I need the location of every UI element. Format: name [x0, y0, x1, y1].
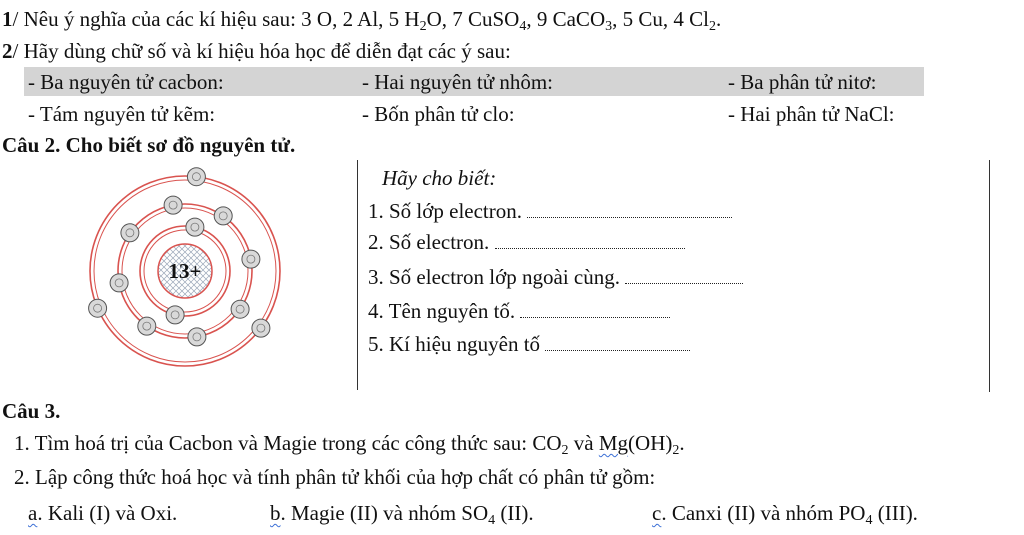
question-item-2: 2. Số electron.: [368, 229, 685, 255]
task-carbon: - Ba nguyên tử cacbon:: [28, 70, 224, 94]
electron: [214, 207, 232, 225]
cau-3-item-1: 1. Tìm hoá trị của Cacbon và Magie trong các công thức sau: $CO_2$ và $Mg(OH)_2$.: [14, 431, 685, 458]
question-item-1: 1. Số lớp electron.: [368, 198, 732, 224]
question-item-4: 4. Tên nguyên tố.: [368, 298, 670, 324]
electron: [110, 274, 128, 292]
cau-3-part-a: a. Kali (I) và Oxi.: [28, 501, 178, 525]
answer-blank-2: [495, 230, 685, 249]
task-aluminium: - Hai nguyên tử nhôm:: [362, 70, 554, 94]
electron: [187, 168, 205, 186]
answer-blank-5: [545, 332, 690, 351]
electron: [138, 317, 156, 335]
divider-right: [989, 160, 990, 392]
cau-3-item-2: 2. Lập công thức hoá học và tính phân tử khối của hợp chất có phân tử gồm:: [14, 465, 656, 489]
electron: [186, 218, 204, 236]
nucleus-label: 13+: [168, 259, 202, 283]
question-item-5: 5. Kí hiệu nguyên tố: [368, 331, 690, 357]
task-chlorine: - Bốn phân tử clo:: [362, 102, 515, 126]
electron: [166, 306, 184, 324]
question-2-text: / Hãy dùng chữ số và kí hiệu hóa học để diễn đạt các ý sau:: [12, 39, 511, 63]
question-1-text: / Nêu ý nghĩa của các kí hiệu sau: 3 O, 2 Al, 5 H: [12, 7, 420, 31]
task-nacl: - Hai phân tử NaCl:: [728, 102, 895, 126]
answer-blank-4: [520, 299, 670, 318]
answer-blank-1: [527, 199, 732, 218]
answer-blank-3: [625, 265, 743, 284]
divider-left: [357, 160, 358, 390]
question-1-number: 1: [2, 7, 13, 31]
cau-3-part-c: c. Canxi (II) và nhóm $PO_4$ (III).: [652, 501, 918, 528]
question-1: 1/ Nêu ý nghĩa của các kí hiệu sau: 3 O, 2 Al, 5 $H_2O$, 7 CuSO$_4$, 9 CaCO$_3$, 5 Cu, 4 $Cl_2$.: [2, 7, 722, 34]
task-zinc: - Tám nguyên tử kẽm:: [28, 102, 216, 126]
cau-2-title: Câu 2. Cho biết sơ đồ nguyên tử.: [2, 133, 296, 157]
question-item-3: 3. Số electron lớp ngoài cùng.: [368, 264, 743, 290]
electron: [89, 299, 107, 317]
electron: [242, 250, 260, 268]
questions-intro: Hãy cho biết:: [382, 166, 497, 190]
electron: [121, 224, 139, 242]
cau-3-part-b: b. Magie (II) và nhóm $SO_4$ (II).: [270, 501, 534, 528]
atom-diagram: [80, 165, 290, 375]
question-2-number: 2: [2, 39, 13, 63]
cau-3-title: Câu 3.: [2, 399, 61, 423]
task-nitrogen: - Ba phân tử nitơ:: [728, 70, 877, 94]
electron: [188, 328, 206, 346]
electron: [252, 319, 270, 337]
electron: [231, 300, 249, 318]
question-2: [2, 38, 511, 64]
electron: [164, 196, 182, 214]
